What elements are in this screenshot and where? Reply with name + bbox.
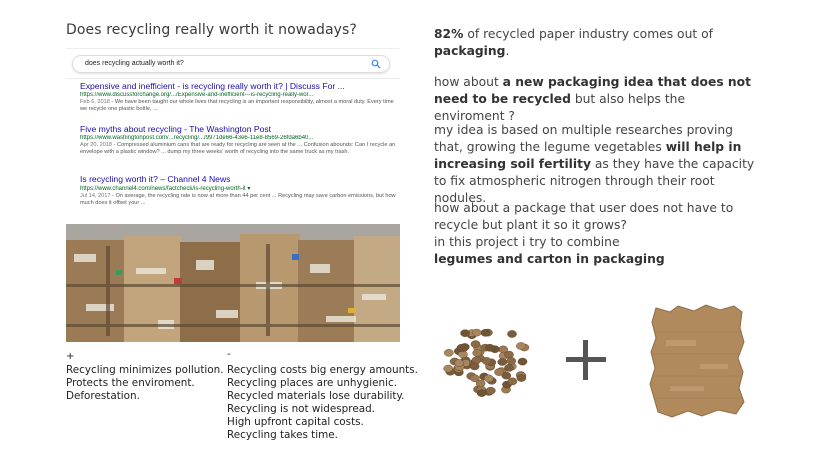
- lentil-seed: [444, 365, 453, 372]
- lentil-seed: [476, 380, 485, 387]
- result-url[interactable]: https://www.washingtonpost.com/...recycling/.../9971de66-43e6-11e8-8569-26fda6b40...: [80, 135, 314, 141]
- result-title-link[interactable]: Is recycling worth it? – Channel 4 News: [80, 174, 231, 184]
- stat-paragraph: [434, 26, 756, 60]
- lentil-seed: [517, 374, 526, 381]
- search-result: [80, 81, 396, 114]
- cardboard-piece-image: [648, 302, 748, 422]
- result-snippet: [80, 193, 396, 208]
- stat-keyword: packaging: [434, 44, 506, 58]
- lentil-seed: [470, 363, 479, 370]
- cons-symbol: -: [227, 349, 231, 360]
- research-highlight: will help in increasing soil fertility: [434, 140, 742, 171]
- lentil-seed: [461, 330, 470, 337]
- result-snippet: [80, 142, 396, 157]
- lentil-seed: [486, 387, 495, 394]
- result-date: Apr 20, 2018: [80, 142, 113, 148]
- pros-symbol: +: [66, 351, 75, 362]
- list-item: Deforestation.: [66, 390, 140, 402]
- package-question: how about a package that user does not have to recycle but plant it so it grows?: [434, 201, 734, 232]
- lentil-seed: [444, 349, 453, 356]
- page-title: Does recycling really worth it nowadays?: [66, 22, 357, 38]
- lentil-seed: [498, 358, 507, 365]
- idea-text: how about: [434, 75, 503, 89]
- idea-highlight: a new packaging idea that does not need to be recycled: [434, 75, 752, 106]
- result-snippet: [80, 99, 396, 114]
- stat-end: .: [505, 44, 510, 58]
- research-text-end: as they have the capacity to fix atmospheric nitrogen through their root nodules.: [434, 157, 755, 205]
- search-icon[interactable]: [371, 59, 381, 69]
- list-item: Recycled materials lose durability.: [227, 390, 405, 402]
- lentil-seed: [457, 344, 466, 351]
- result-snippet-text: - Compressed aluminium cans that are ready for recycling are seen at the ... Confusion abounds: Can I recycle an envelope with a plastic window? ... dump my three weeks' worth of recycling into the same truck as my trash.: [80, 142, 396, 156]
- search-input[interactable]: [72, 55, 390, 73]
- cons-list: [227, 364, 418, 442]
- list-item: Recycling places are unhygienic.: [227, 377, 398, 389]
- result-snippet-text: - On average, the recycling rate is now at more than 44 per cent ... Recycling may save carbon emissions, but how much does it offset your ...: [80, 193, 396, 207]
- list-item: High upfront capital costs.: [227, 416, 364, 428]
- lentil-seed: [477, 390, 486, 397]
- list-item: Recycling costs big energy amounts.: [227, 364, 418, 376]
- list-item: Recycling takes time.: [227, 429, 338, 441]
- package-highlight: legumes and carton in packaging: [434, 252, 665, 266]
- lentil-seed: [507, 357, 516, 364]
- result-title-link[interactable]: Expensive and inefficient - is recycling really worth it? | Discuss For ...: [80, 81, 345, 91]
- idea-text-end: but also helps the enviroment ?: [434, 92, 686, 123]
- lentils-image: [438, 318, 534, 400]
- lentil-seed: [472, 329, 481, 336]
- result-url[interactable]: https://www.discussforchange.org/.../Expensive-and-inefficient---is-recycling-really-wor...: [80, 92, 314, 98]
- list-item: Protects the enviroment.: [66, 377, 195, 389]
- lentil-seed: [471, 341, 480, 348]
- result-date: Feb 6, 2018: [80, 99, 110, 105]
- result-url[interactable]: https://www.channel4.com/news/factcheck/is-recycling-worth-it ▾: [80, 186, 251, 192]
- lentil-seed: [499, 346, 508, 353]
- list-item: Recycling is not widespread.: [227, 403, 375, 415]
- search-result: [80, 124, 396, 157]
- result-snippet-text: - We have been taught our whole lives that recycling is an important responsibility, almost a moral duty. Every time we recycle one plastic bottle, ...: [80, 99, 394, 113]
- lentil-seed: [494, 369, 503, 376]
- pros-list: [66, 364, 224, 403]
- search-divider: [66, 78, 400, 79]
- lentil-seed: [485, 344, 494, 351]
- search-result: [80, 174, 396, 208]
- cardboard-bales-photo: [66, 224, 400, 342]
- list-item: Recycling minimizes pollution.: [66, 364, 224, 376]
- lentil-seed: [481, 329, 490, 336]
- search-results-screenshot: [66, 48, 400, 218]
- package-intro: in this project i try to combine: [434, 235, 620, 249]
- result-title-link[interactable]: Five myths about recycling - The Washington Post: [80, 124, 272, 134]
- package-paragraph: [434, 200, 756, 268]
- stat-percent: 82%: [434, 27, 464, 41]
- lentil-seed: [455, 359, 464, 366]
- lentil-seed: [516, 342, 525, 349]
- idea-paragraph: [434, 74, 756, 125]
- plus-icon: [566, 340, 606, 380]
- stat-text: of recycled paper industry comes out of: [463, 27, 713, 41]
- lentil-seed: [508, 378, 517, 385]
- research-paragraph: [434, 122, 756, 207]
- lentil-seed: [473, 349, 482, 356]
- lentil-seed: [504, 364, 513, 371]
- research-text: my idea is based on multiple researches proving that, growing the legume vegetables: [434, 123, 733, 154]
- lentil-seed: [482, 357, 491, 364]
- lentil-seed: [484, 375, 493, 382]
- lentil-seed: [507, 330, 516, 337]
- result-date: Jul 14, 2017: [80, 193, 111, 199]
- lentil-seed: [518, 358, 527, 365]
- search-query: does recycling actually worth it?: [85, 60, 184, 67]
